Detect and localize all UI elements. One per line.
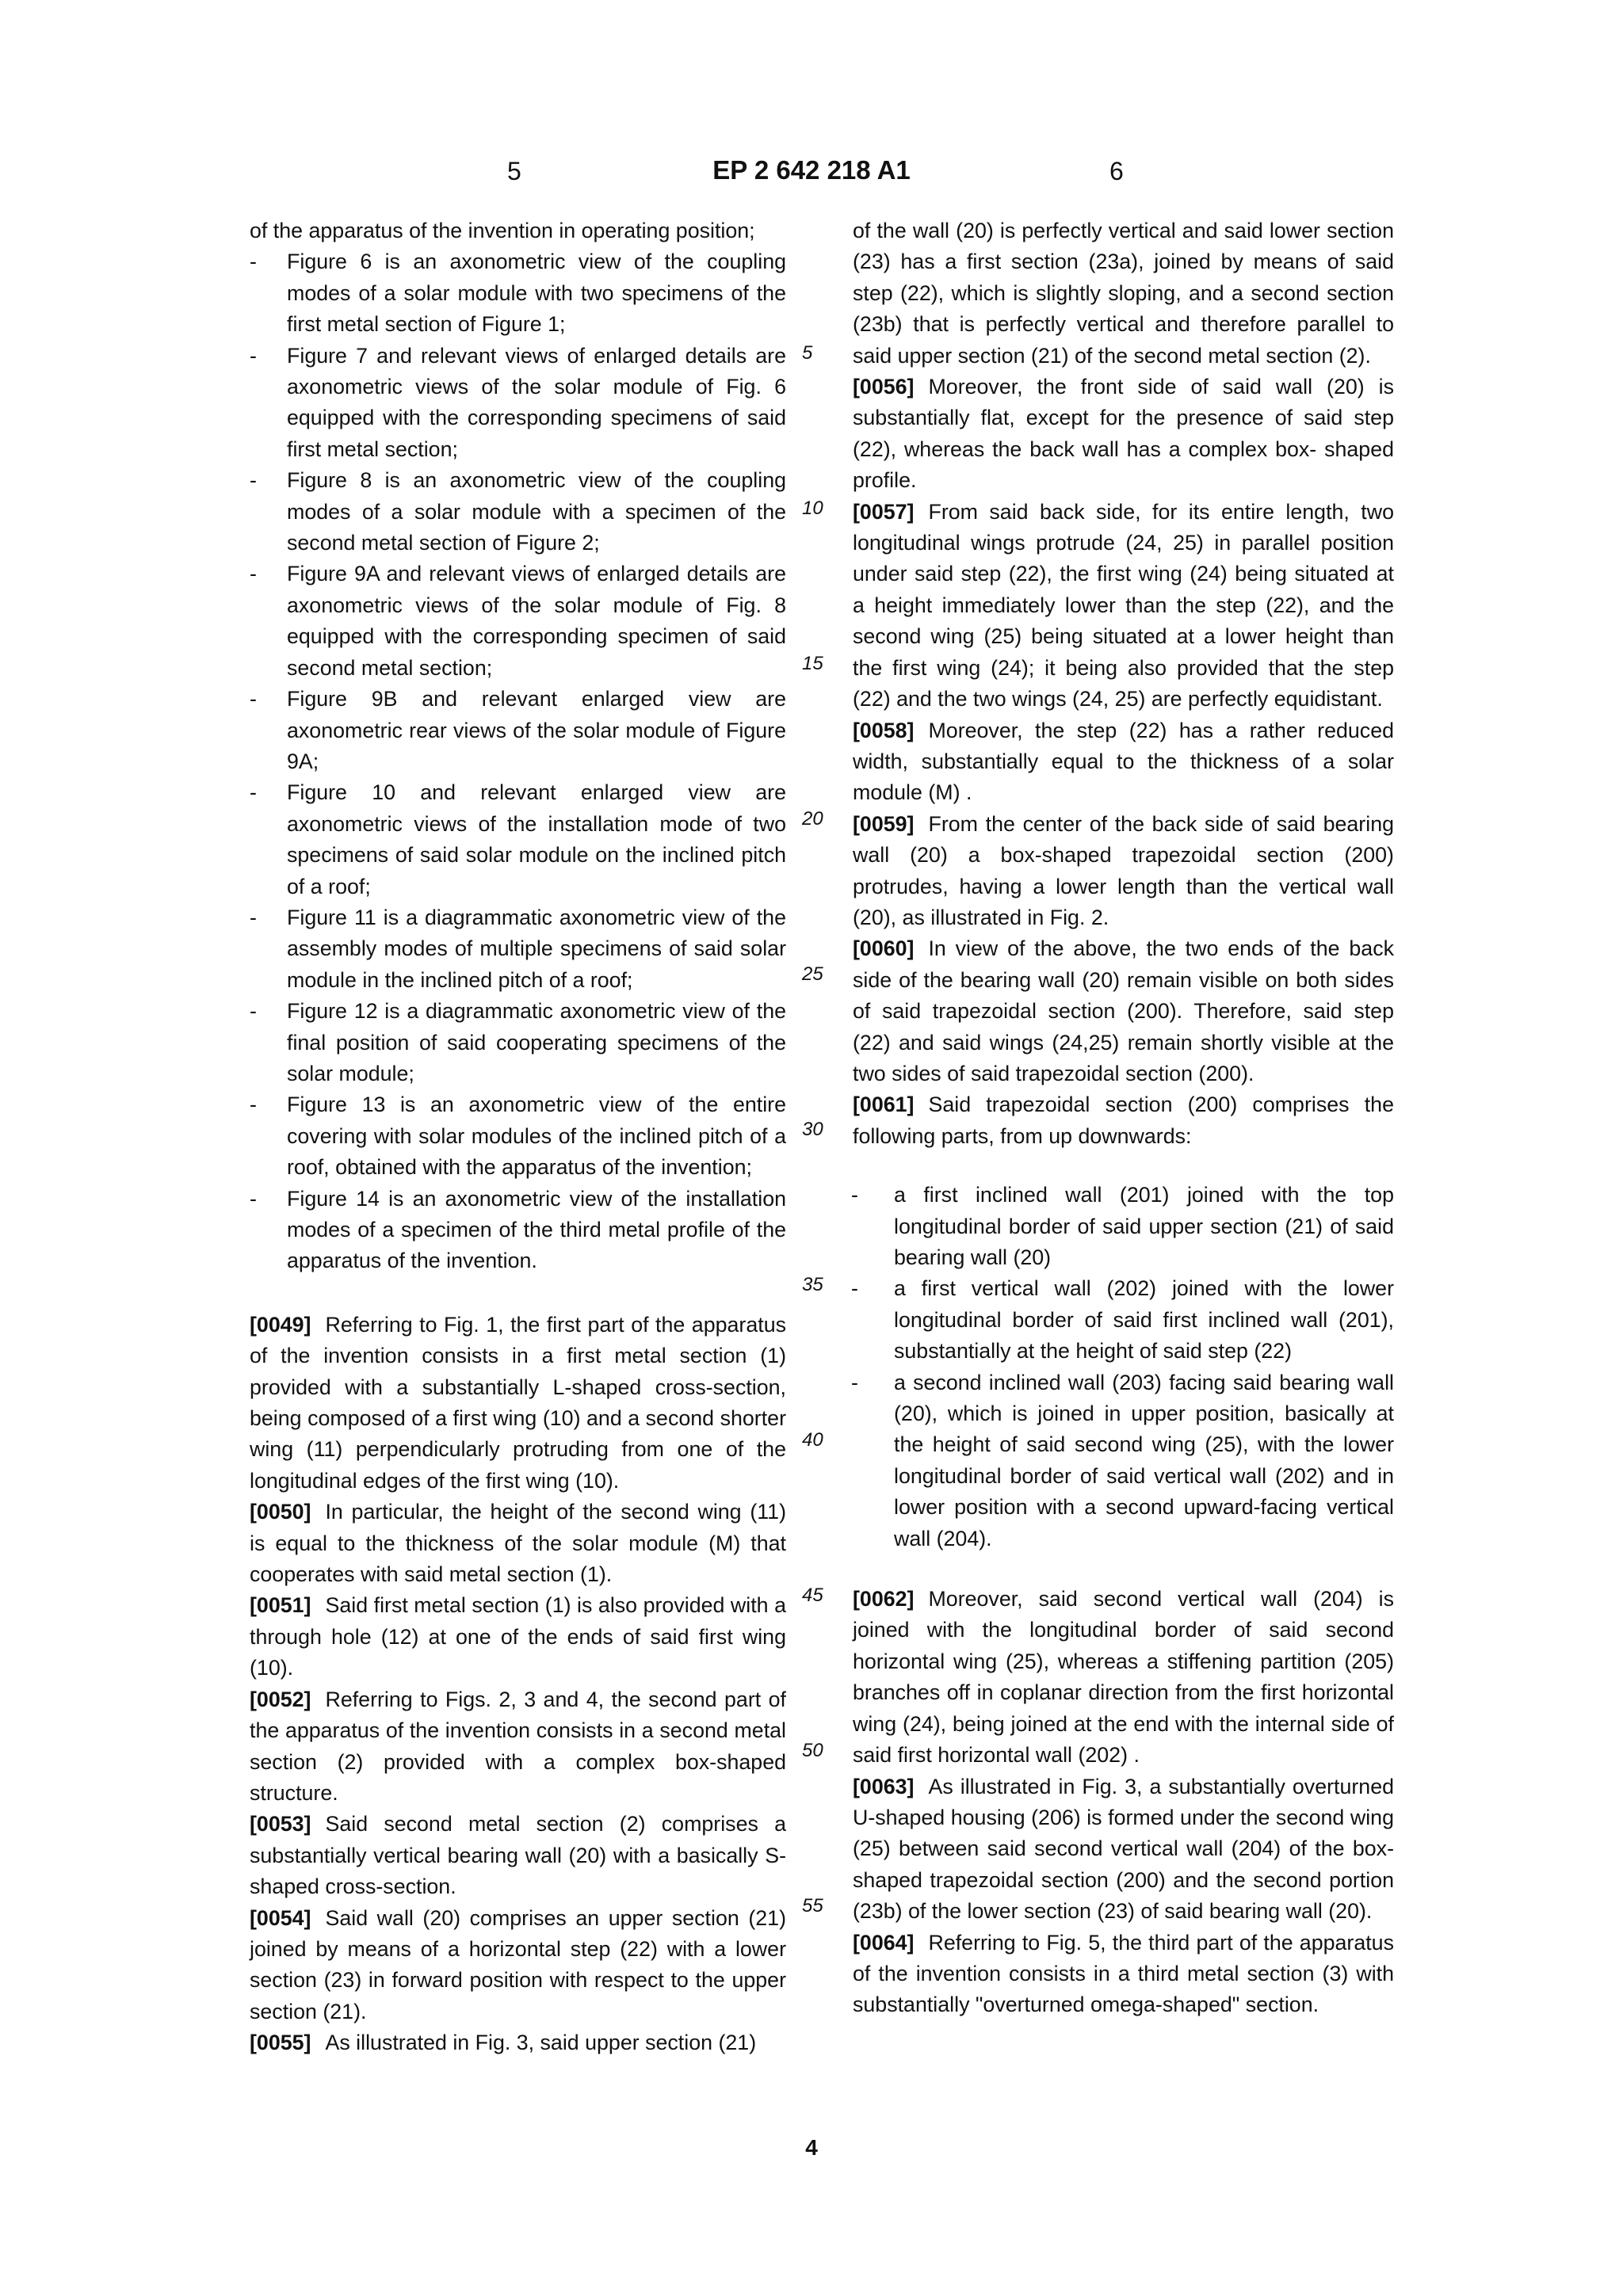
paragraph-text: In view of the above, the two ends of the back side of the bearing wall (20) remain visible on both sides of said trapezoidal section (200). Therefore, said step (22) and said wings (24,25) remain shortly visible at the two sides of said trapezoidal section (200). bbox=[853, 936, 1394, 1085]
paragraph-number: [0056] bbox=[853, 375, 915, 399]
line-number: 20 bbox=[802, 808, 823, 830]
paragraph-number: [0060] bbox=[853, 936, 915, 961]
paragraph bbox=[853, 1584, 1394, 1771]
paragraph-text: Said wall (20) comprises an upper section (21) joined by means of a horizontal step (22) with a lower section (23) in forward position with respect to the upper section (21). bbox=[250, 1905, 786, 2023]
paragraph-text: Referring to Fig. 1, the first part of the apparatus of the invention consists in a first metal section (1) provided with a substantially L-shaped cross-section, being composed of a first wing (10) and a second shorter wing (11) perpendicularly protruding from one of the longitudinal edges of the first wing (10). bbox=[250, 1312, 786, 1493]
figure-list-item: - Figure 6 is an axonometric view of the coupling modes of a solar module with two specimens of the first metal section of Figure 1; bbox=[250, 246, 786, 340]
line-number: 30 bbox=[802, 1119, 823, 1140]
figure-list-item: - Figure 12 is a diagrammatic axonometric view of the final position of said cooperating specimens of the solar module; bbox=[250, 996, 786, 1089]
paragraph-number: [0054] bbox=[250, 1905, 311, 1930]
page-footer-number: 4 bbox=[805, 2135, 818, 2160]
paragraph-text: Said second metal section (2) comprises a substantially vertical bearing wall (20) with a basically S-shaped cross-section. bbox=[250, 1812, 786, 1899]
figure-list-item: - Figure 10 and relevant enlarged view are axonometric views of the installation mode of two specimens of said solar module on the inclined pitch of a roof; bbox=[250, 777, 786, 902]
paragraph-number: [0057] bbox=[853, 499, 915, 524]
paragraph bbox=[853, 1928, 1394, 2021]
paragraph-number: [0059] bbox=[853, 811, 915, 836]
paragraph-number: [0064] bbox=[853, 1930, 915, 1955]
paragraph-number: [0058] bbox=[853, 718, 915, 742]
paragraph-number: [0050] bbox=[250, 1500, 311, 1524]
left-column bbox=[250, 215, 786, 2059]
paragraph bbox=[250, 1903, 786, 2028]
paragraph bbox=[853, 715, 1394, 809]
paragraph bbox=[853, 1089, 1394, 1152]
continuation-text: of the wall (20) is perfectly vertical and said lower section (23) has a first section (23a), joined by means of said step (22), which is slightly sloping, and a second section (23b) that is perfectly vertical and therefore parallel to said upper section (21) of the second metal section (2). bbox=[853, 219, 1394, 368]
parts-list-item: - a second inclined wall (203) facing said bearing wall (20), which is joined in upper position, basically at the height of said second wing (25), with the lower longitudinal border of said vertical wall (202) and in lower position with a second upward-facing vertical wall (204). bbox=[851, 1367, 1394, 1554]
paragraph-text: Moreover, the step (22) has a rather reduced width, substantially equal to the thickness of a solar module (M) . bbox=[853, 718, 1394, 805]
paragraph-text: Moreover, said second vertical wall (204) is joined with the longitudinal border of said second horizontal wing (25), whereas a stiffening partition (205) branches off in coplanar direction from the first horizontal wing (24), being joined at the end with the internal side of said first horizontal wall (202) . bbox=[853, 1587, 1394, 1768]
paragraph bbox=[250, 1684, 786, 1810]
figure-list-item: - Figure 9B and relevant enlarged view are axonometric rear views of the solar module of Figure 9A; bbox=[250, 684, 786, 777]
paragraph bbox=[853, 809, 1394, 934]
paragraph-text: Referring to Figs. 2, 3 and 4, the second part of the apparatus of the invention consists in a second metal section (2) provided with a complex box-shaped structure. bbox=[250, 1687, 786, 1805]
figure-list-item: - Figure 14 is an axonometric view of the installation modes of a specimen of the third metal profile of the apparatus of the invention. bbox=[250, 1184, 786, 1277]
paragraph bbox=[250, 1497, 786, 1590]
paragraph-text: As illustrated in Fig. 3, said upper section (21) bbox=[325, 2031, 757, 2055]
figure-list-item: - Figure 13 is an axonometric view of the entire covering with solar modules of the inclined pitch of a roof, obtained with the apparatus of the invention; bbox=[250, 1089, 786, 1183]
paragraph bbox=[853, 1772, 1394, 1928]
figure-list-item: - Figure 7 and relevant views of enlarged details are axonometric views of the solar module of Fig. 6 equipped with the corresponding specimens of said first metal section; bbox=[250, 341, 786, 466]
line-number: 55 bbox=[802, 1895, 823, 1917]
paragraph bbox=[250, 1590, 786, 1684]
figure-list-item: - Figure 9A and relevant views of enlarged details are axonometric views of the solar module of Fig. 8 equipped with the corresponding specimen of said second metal section; bbox=[250, 559, 786, 684]
line-number: 45 bbox=[802, 1585, 823, 1606]
figure-list bbox=[250, 246, 786, 1276]
paragraph-text: As illustrated in Fig. 3, a substantially overturned U-shaped housing (206) is formed under the second wing (25) between said second vertical wall (204) of the box-shaped trapezoidal section (200) and the second portion (23b) of the lower section (23) of said bearing wall (20). bbox=[853, 1774, 1394, 1924]
paragraph-number: [0055] bbox=[250, 2031, 311, 2055]
right-column bbox=[853, 215, 1394, 2021]
paragraph-number: [0061] bbox=[853, 1093, 915, 1117]
paragraph-text: Referring to Fig. 5, the third part of the apparatus of the invention consists in a third metal section (3) with substantially "overturned omega-shaped" section. bbox=[853, 1930, 1394, 2017]
paragraph bbox=[853, 497, 1394, 715]
parts-list-item: - a first vertical wall (202) joined with the lower longitudinal border of said first inclined wall (201), substantially at the height of said step (22) bbox=[851, 1273, 1394, 1367]
paragraph bbox=[250, 1310, 786, 1497]
figure-list-item: - Figure 11 is a diagrammatic axonometric view of the assembly modes of multiple specimens of said solar module in the inclined pitch of a roof; bbox=[250, 902, 786, 996]
line-number: 10 bbox=[802, 498, 823, 519]
paragraph-number: [0053] bbox=[250, 1812, 311, 1836]
line-number: 35 bbox=[802, 1274, 823, 1295]
figure-list-item: - Figure 8 is an axonometric view of the coupling modes of a solar module with a specimen of the second metal section of Figure 2; bbox=[250, 465, 786, 559]
paragraph-text: From the center of the back side of said bearing wall (20) a box-shaped trapezoidal section (200) protrudes, having a lower length than the vertical wall (20), as illustrated in Fig. 2. bbox=[853, 811, 1394, 929]
paragraph-number: [0051] bbox=[250, 1593, 311, 1618]
right-page-number: 6 bbox=[1109, 157, 1124, 185]
paragraph-text: From said back side, for its entire length, two longitudinal wings protrude (24, 25) in parallel position under said step (22), the first wing (24) being situated at a height immediately lower than the step (22), and the second wing (25) being situated at a lower height than the first wing (24); it being also provided that the step (22) and the two wings (24, 25) are perfectly equidistant. bbox=[853, 499, 1394, 711]
left-page-number: 5 bbox=[507, 157, 521, 185]
line-number: 40 bbox=[802, 1429, 823, 1451]
publication-number: EP 2 642 218 A1 bbox=[712, 155, 911, 185]
paragraph-number: [0052] bbox=[250, 1687, 311, 1711]
paragraph-text: Said trapezoidal section (200) comprises the following parts, from up downwards: bbox=[853, 1093, 1394, 1148]
paragraph bbox=[853, 372, 1394, 497]
paragraph bbox=[250, 2027, 786, 2058]
paragraph bbox=[853, 933, 1394, 1089]
line-number: 50 bbox=[802, 1740, 823, 1761]
line-number: 5 bbox=[802, 342, 813, 364]
parts-list-item: - a first inclined wall (201) joined with the top longitudinal border of said upper section (21) of said bearing wall (20) bbox=[851, 1180, 1394, 1273]
paragraph-text: In particular, the height of the second wing (11) is equal to the thickness of the solar module (M) that cooperates with said metal section (1). bbox=[250, 1500, 786, 1587]
parts-list bbox=[853, 1180, 1394, 1554]
paragraph-number: [0063] bbox=[853, 1774, 915, 1798]
line-number: 15 bbox=[802, 653, 823, 674]
paragraph bbox=[250, 1809, 786, 1902]
paragraph-text: Said first metal section (1) is also provided with a through hole (12) at one of the ends of said first wing (10). bbox=[250, 1593, 786, 1680]
paragraph-number: [0049] bbox=[250, 1312, 311, 1337]
paragraph-number: [0062] bbox=[853, 1587, 915, 1611]
line-number: 25 bbox=[802, 963, 823, 985]
paragraph-text: Moreover, the front side of said wall (20) is substantially flat, except for the presence of said step (22), whereas the back wall has a complex box- shaped profile. bbox=[853, 375, 1394, 493]
continuation-text: of the apparatus of the invention in operating position; bbox=[250, 219, 755, 242]
